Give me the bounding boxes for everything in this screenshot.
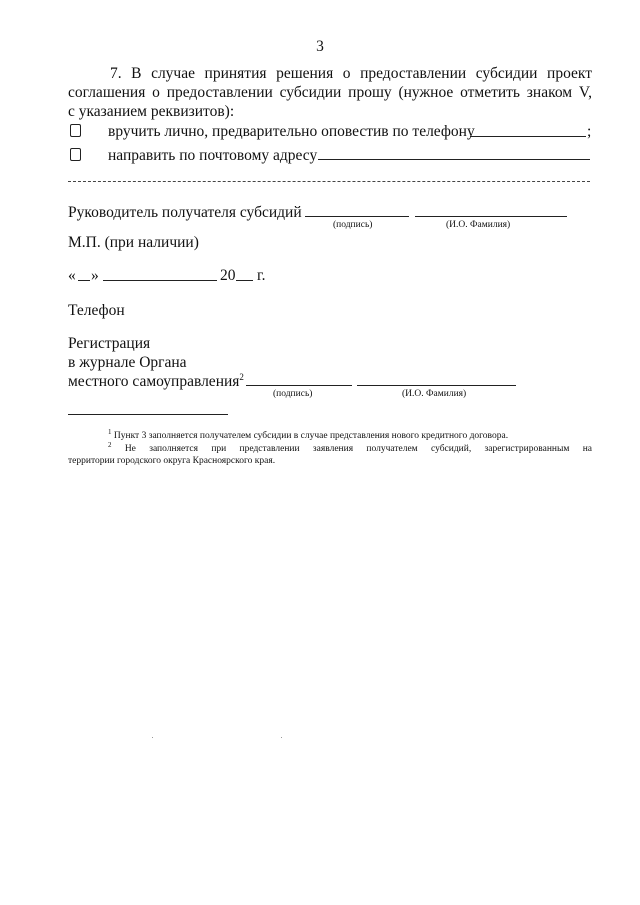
signature-label: Руководитель получателя субсидий	[68, 204, 302, 221]
date-month-field[interactable]	[103, 280, 217, 281]
footnote-1	[108, 430, 508, 442]
stamp-label: М.П. (при наличии)	[68, 234, 199, 251]
registration-fio-field[interactable]	[357, 385, 516, 386]
signature-fio-field[interactable]	[415, 216, 567, 217]
scan-speck	[152, 737, 153, 738]
registration-podpis-caption: (подпись)	[273, 389, 313, 399]
date-day-field[interactable]	[78, 280, 90, 281]
signature-field[interactable]	[305, 216, 409, 217]
date-year-field[interactable]	[236, 280, 253, 281]
para7-line1: 7. В случае принятия решения о предоставлении субсидии проект	[110, 65, 592, 82]
scan-speck	[281, 737, 282, 738]
registration-fio-caption: (И.О. Фамилия)	[402, 389, 467, 399]
footnote-2-line2: территории городского округа Красноярского края.	[68, 456, 276, 466]
footnote-2-line1	[108, 443, 592, 455]
registration-line3-text: местного самоуправления	[68, 373, 240, 390]
registration-line3	[68, 372, 244, 391]
option-hand-deliver-end: ;	[587, 123, 592, 140]
option-mail-checkbox[interactable]	[70, 148, 81, 161]
option-hand-deliver-checkbox[interactable]	[70, 124, 81, 137]
footnote-1-num: 1	[108, 428, 112, 436]
page-number: 3	[316, 38, 324, 55]
footnote-2-num: 2	[108, 441, 112, 449]
footnote-separator	[68, 414, 228, 415]
registration-line1: Регистрация	[68, 335, 151, 352]
option-mail-address-field[interactable]	[318, 159, 590, 160]
option-mail-address-field-line2[interactable]	[68, 181, 590, 182]
date-year-suffix: г.	[257, 267, 266, 284]
signature-fio-caption: (И.О. Фамилия)	[446, 220, 511, 230]
option-hand-deliver-label: вручить лично, предварительно оповестив по телефону	[108, 123, 475, 140]
para7-line3: с указанием реквизитов):	[68, 103, 235, 120]
registration-line2: в журнале Органа	[68, 354, 187, 371]
para7-line2: соглашения о предоставлении субсидии прошу (нужное отметить знаком V,	[68, 84, 592, 101]
date-year-prefix: 20	[220, 267, 236, 284]
signature-podpis-caption: (подпись)	[333, 220, 373, 230]
option-hand-deliver-field[interactable]	[470, 136, 586, 137]
option-mail-label: направить по почтовому адресу	[108, 147, 318, 164]
date-close-quote: »	[91, 267, 99, 284]
footnote-ref-2: 2	[239, 372, 244, 382]
footnote-2-text-line1: Не заполняется при представлении заявления получателем субсидий, зарегистрированным на	[124, 444, 592, 454]
phone-label: Телефон	[68, 302, 125, 319]
registration-signature-field[interactable]	[246, 385, 352, 386]
footnote-1-text: Пункт 3 заполняется получателем субсидии в случае представления нового кредитного договора.	[113, 431, 509, 441]
date-open-quote: «	[68, 267, 76, 284]
